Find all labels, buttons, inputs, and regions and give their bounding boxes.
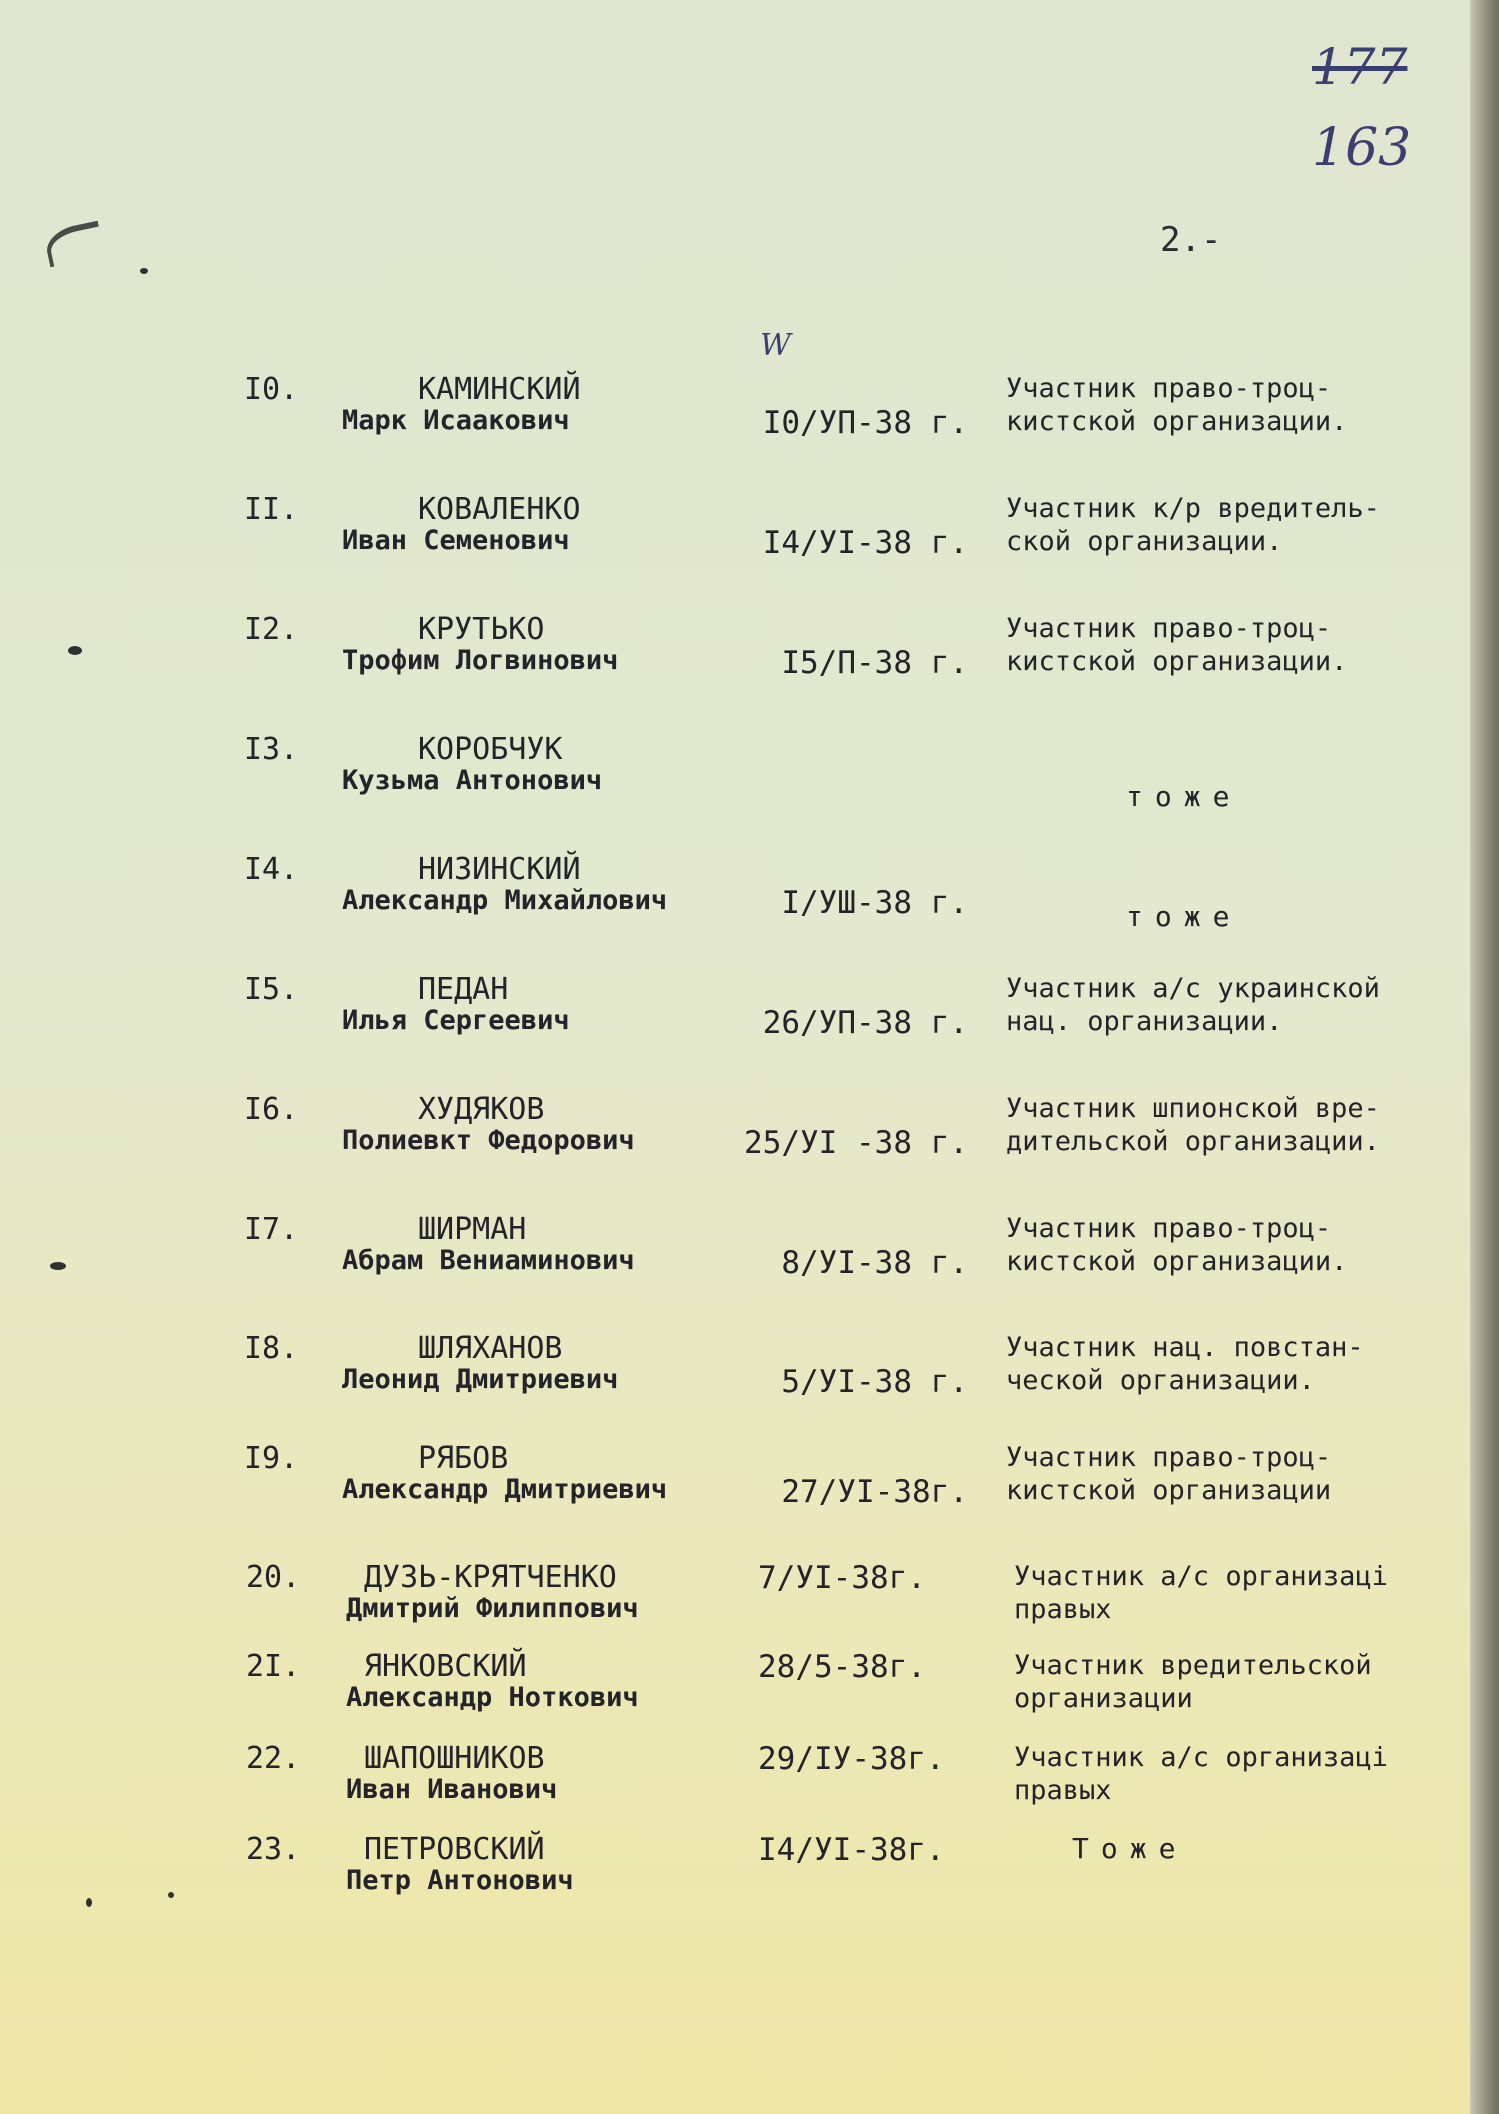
entry-date: 8/УI-38 г. <box>781 1245 968 1281</box>
entry-number: 20. <box>246 1560 301 1595</box>
entry-same-note: Тоже <box>1072 1832 1188 1865</box>
entry-given-names: Трофим Логвинович <box>342 645 619 676</box>
list-item <box>0 852 1470 948</box>
entry-surname: КАМИНСКИЙ <box>418 372 581 407</box>
entry-surname: ХУДЯКОВ <box>418 1092 545 1127</box>
entry-number: II. <box>244 492 299 527</box>
entry-given-names: Дмитрий Филиппович <box>346 1593 639 1624</box>
old-sheet-number: 177 <box>1312 38 1408 96</box>
list-item <box>0 1331 1470 1427</box>
entry-given-names: Полиевкт Федорович <box>342 1125 635 1156</box>
entry-same-note: тоже <box>1126 900 1242 933</box>
entry-surname: ПЕДАН <box>418 972 509 1007</box>
entry-surname: ШАПОШНИКОВ <box>364 1741 545 1776</box>
list-item <box>0 732 1470 828</box>
entry-number: I3. <box>244 732 299 767</box>
entry-given-names: Марк Исаакович <box>342 405 570 436</box>
entry-number: I0. <box>244 372 299 407</box>
entry-date: I/УШ-38 г. <box>781 885 968 921</box>
new-sheet-number: 163 <box>1312 118 1412 178</box>
entry-charge: Участник к/р вредитель- ской организации. <box>1006 493 1380 557</box>
entry-given-names: Абрам Вениаминович <box>342 1245 635 1276</box>
list-item <box>0 1649 1470 1745</box>
list-item <box>0 1441 1470 1537</box>
entry-number: I9. <box>244 1441 299 1476</box>
entry-number: I7. <box>244 1212 299 1247</box>
entry-given-names: Александр Дмитриевич <box>342 1474 668 1505</box>
entry-date: 5/УI-38 г. <box>781 1364 968 1400</box>
list-item <box>0 372 1470 468</box>
entry-charge: Участник нац. повстан- ческой организации. <box>1006 1332 1364 1396</box>
entry-given-names: Кузьма Антонович <box>342 765 603 796</box>
entry-date: 28/5-38г. <box>758 1649 926 1685</box>
entry-number: 2I. <box>246 1649 301 1684</box>
entry-given-names: Леонид Дмитриевич <box>342 1364 619 1395</box>
entry-surname: ШЛЯХАНОВ <box>418 1331 563 1366</box>
entry-number: I4. <box>244 852 299 887</box>
entry-given-names: Илья Сергеевич <box>342 1005 570 1036</box>
list-item <box>0 1741 1470 1837</box>
entry-charge: Участник право-троц- кистской организации. <box>1006 613 1348 677</box>
entry-given-names: Петр Антонович <box>346 1865 574 1896</box>
entry-charge: Участник шпионской вре- дительской организации. <box>1006 1093 1380 1157</box>
entry-charge: Участник а/с организаці правых <box>1014 1742 1388 1806</box>
entry-number: I5. <box>244 972 299 1007</box>
list-item <box>0 492 1470 588</box>
entry-given-names: Иван Иванович <box>346 1774 558 1805</box>
page-number: 2.- <box>1160 220 1222 260</box>
entry-charge: Участник а/с организаці правых <box>1014 1561 1388 1625</box>
list-item <box>0 1832 1470 1928</box>
entry-date: 26/УП-38 г. <box>762 1005 968 1041</box>
entry-date: I0/УП-38 г. <box>762 405 968 441</box>
entry-same-note: тоже <box>1126 780 1242 813</box>
entry-charge: Участник право-троц- кистской организации <box>1006 1442 1332 1506</box>
page-edge <box>1470 0 1499 2114</box>
entry-charge: Участник право-троц- кистской организации. <box>1006 1213 1348 1277</box>
entry-given-names: Александр Ноткович <box>346 1682 639 1713</box>
entry-number: I2. <box>244 612 299 647</box>
entry-charge: Участник вредительской организации <box>1014 1650 1372 1714</box>
entry-date: 7/УI-38г. <box>758 1560 926 1596</box>
punch-hole-mark <box>43 221 105 268</box>
entry-given-names: Иван Семенович <box>342 525 570 556</box>
entry-surname: ДУЗЬ-КРЯТЧЕНКО <box>364 1560 617 1595</box>
entry-surname: КОВАЛЕНКО <box>418 492 581 527</box>
entry-date: 25/УI -38 г. <box>744 1125 968 1161</box>
entry-surname: ПЕТРОВСКИЙ <box>364 1832 545 1867</box>
entry-number: I8. <box>244 1331 299 1366</box>
entry-surname: КОРОБЧУК <box>418 732 563 767</box>
entry-charge: Участник а/с украинской нац. организации. <box>1006 973 1380 1037</box>
entry-date: 29/IУ-38г. <box>758 1741 945 1777</box>
entry-given-names: Александр Михайлович <box>342 885 668 916</box>
entry-surname: ШИРМАН <box>418 1212 527 1247</box>
list-item <box>0 1092 1470 1188</box>
list-item <box>0 1560 1470 1656</box>
entry-surname: КРУТЬКО <box>418 612 545 647</box>
entry-date: I4/УI-38 г. <box>762 525 968 561</box>
list-item <box>0 612 1470 708</box>
list-item <box>0 972 1470 1068</box>
entry-surname: ЯНКОВСКИЙ <box>364 1649 527 1684</box>
entry-number: I6. <box>244 1092 299 1127</box>
entry-charge: Участник право-троц- кистской организации. <box>1006 373 1348 437</box>
list-item <box>0 1212 1470 1308</box>
entry-date: 27/УI-38г. <box>781 1474 968 1510</box>
ink-speck <box>140 268 148 274</box>
entry-date: I4/УI-38г. <box>758 1832 945 1868</box>
entry-surname: НИЗИНСКИЙ <box>418 852 581 887</box>
handwritten-mark: W <box>760 328 791 363</box>
entry-number: 23. <box>246 1832 301 1867</box>
entry-date: I5/П-38 г. <box>781 645 968 681</box>
entry-surname: РЯБОВ <box>418 1441 509 1476</box>
entry-number: 22. <box>246 1741 301 1776</box>
